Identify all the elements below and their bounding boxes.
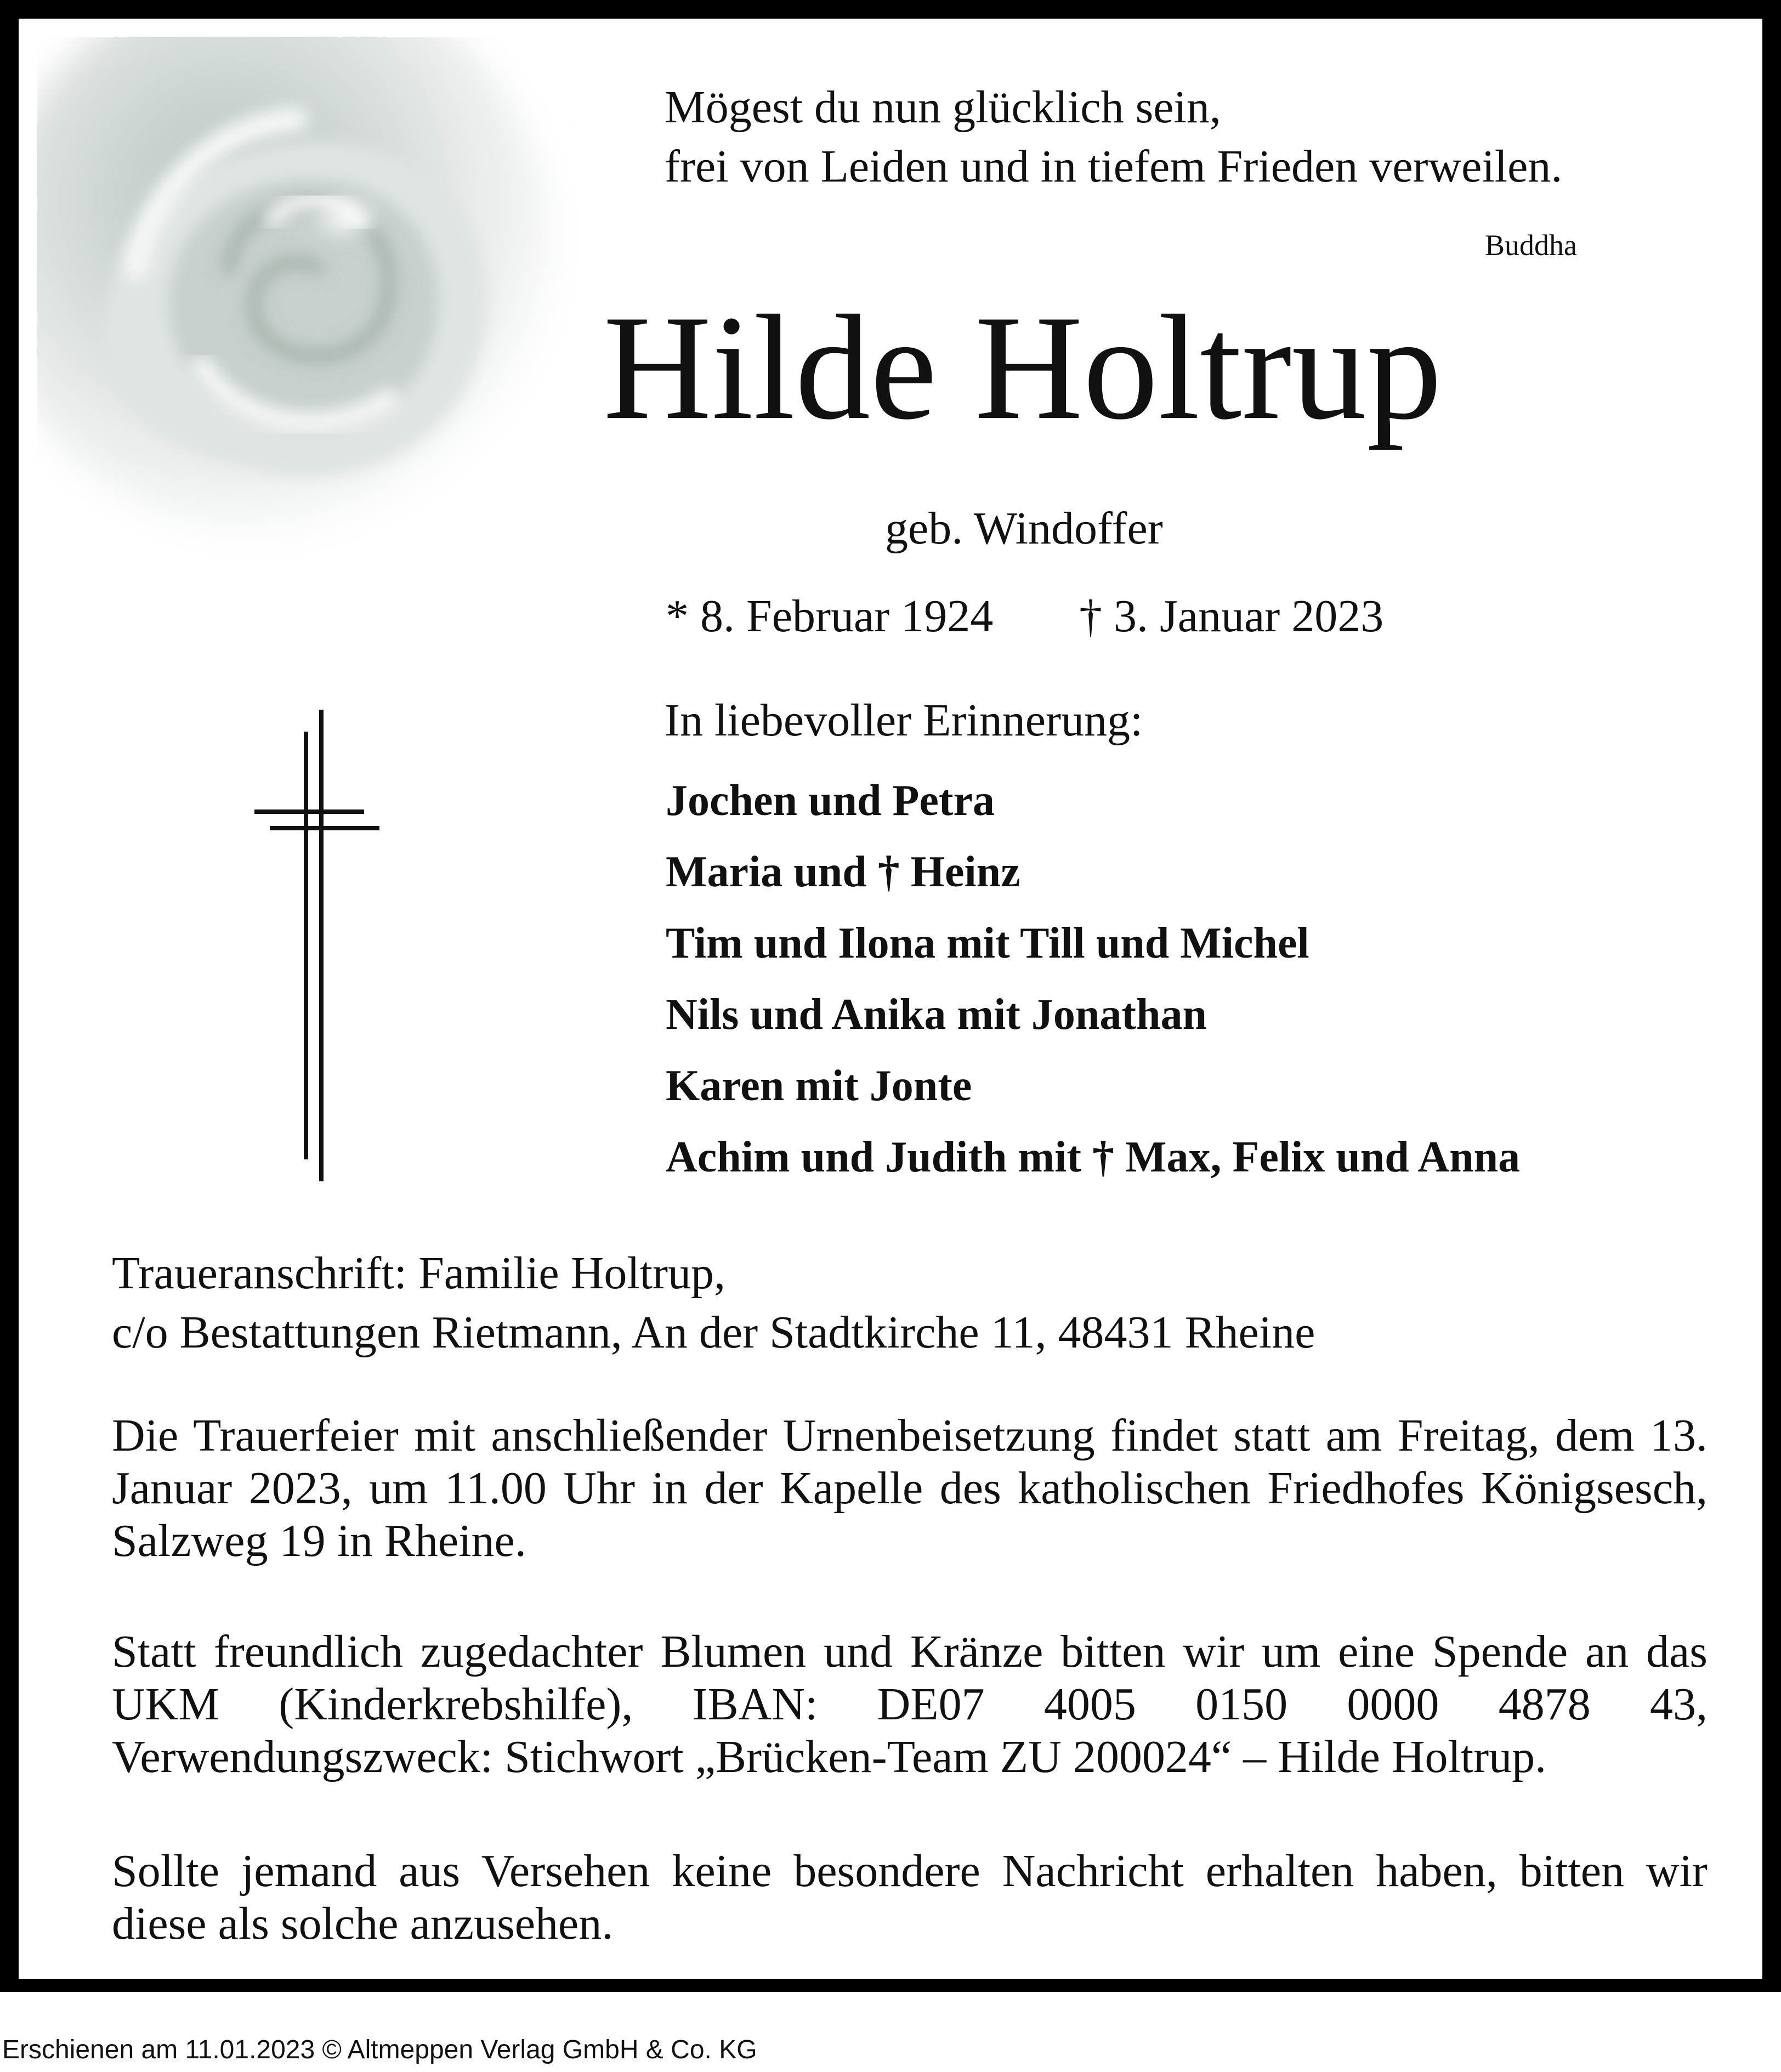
cross-icon <box>254 710 386 1181</box>
memory-intro: In liebevoller Erinnerung: <box>665 695 1143 746</box>
quote-line: Mögest du nun glücklich sein, <box>665 82 1221 133</box>
address-line: Traueranschrift: Familie Holtrup, <box>112 1248 726 1299</box>
rose-image <box>37 37 597 580</box>
mourner-name: Tim und Ilona mit Till und Michel <box>666 919 1309 967</box>
notice-paragraph: Sollte jemand aus Versehen keine besondere Nachricht erhalten haben, bitten wir diese als solche anzusehen. <box>112 1845 1708 1949</box>
mourner-name: Maria und † Heinz <box>666 848 1020 896</box>
deceased-name: Hilde Holtrup <box>603 285 1442 451</box>
address-line: c/o Bestattungen Rietmann, An der Stadtkirche 11, 48431 Rheine <box>112 1307 1315 1358</box>
mourner-name: Nils und Anika mit Jonathan <box>666 990 1207 1039</box>
mourner-name: Achim und Judith mit † Max, Felix und Anna <box>666 1133 1521 1181</box>
quote-line: frei von Leiden und in tiefem Frieden verweilen. <box>665 141 1563 192</box>
mourner-name: Karen mit Jonte <box>666 1062 972 1110</box>
donation-paragraph: Statt freundlich zugedachter Blumen und Kränze bitten wir um eine Spende an das UKM (Kinderkrebshilfe), IBAN: DE07 4005 0150 0000 4878 43, Verwendungszweck: Stichwort „Brücken-Team ZU 200024“ – Hilde Holtrup. <box>112 1626 1708 1782</box>
quote-attribution: Buddha <box>1485 229 1577 262</box>
publication-footer: Erschienen am 11.01.2023 © Altmeppen Verlag GmbH & Co. KG <box>2 2035 757 2064</box>
birth-date: * 8. Februar 1924 <box>666 591 994 642</box>
ceremony-paragraph: Die Trauerfeier mit anschließender Urnenbeisetzung findet statt am Freitag, dem 13. Januar 2023, um 11.00 Uhr in der Kapelle des katholischen Friedhofes Königsesch, Salzweg 19 in Rheine. <box>112 1410 1708 1566</box>
mourner-name: Jochen und Petra <box>666 777 995 825</box>
maiden-name: geb. Windoffer <box>885 503 1163 554</box>
death-date: † 3. Januar 2023 <box>1079 591 1384 642</box>
